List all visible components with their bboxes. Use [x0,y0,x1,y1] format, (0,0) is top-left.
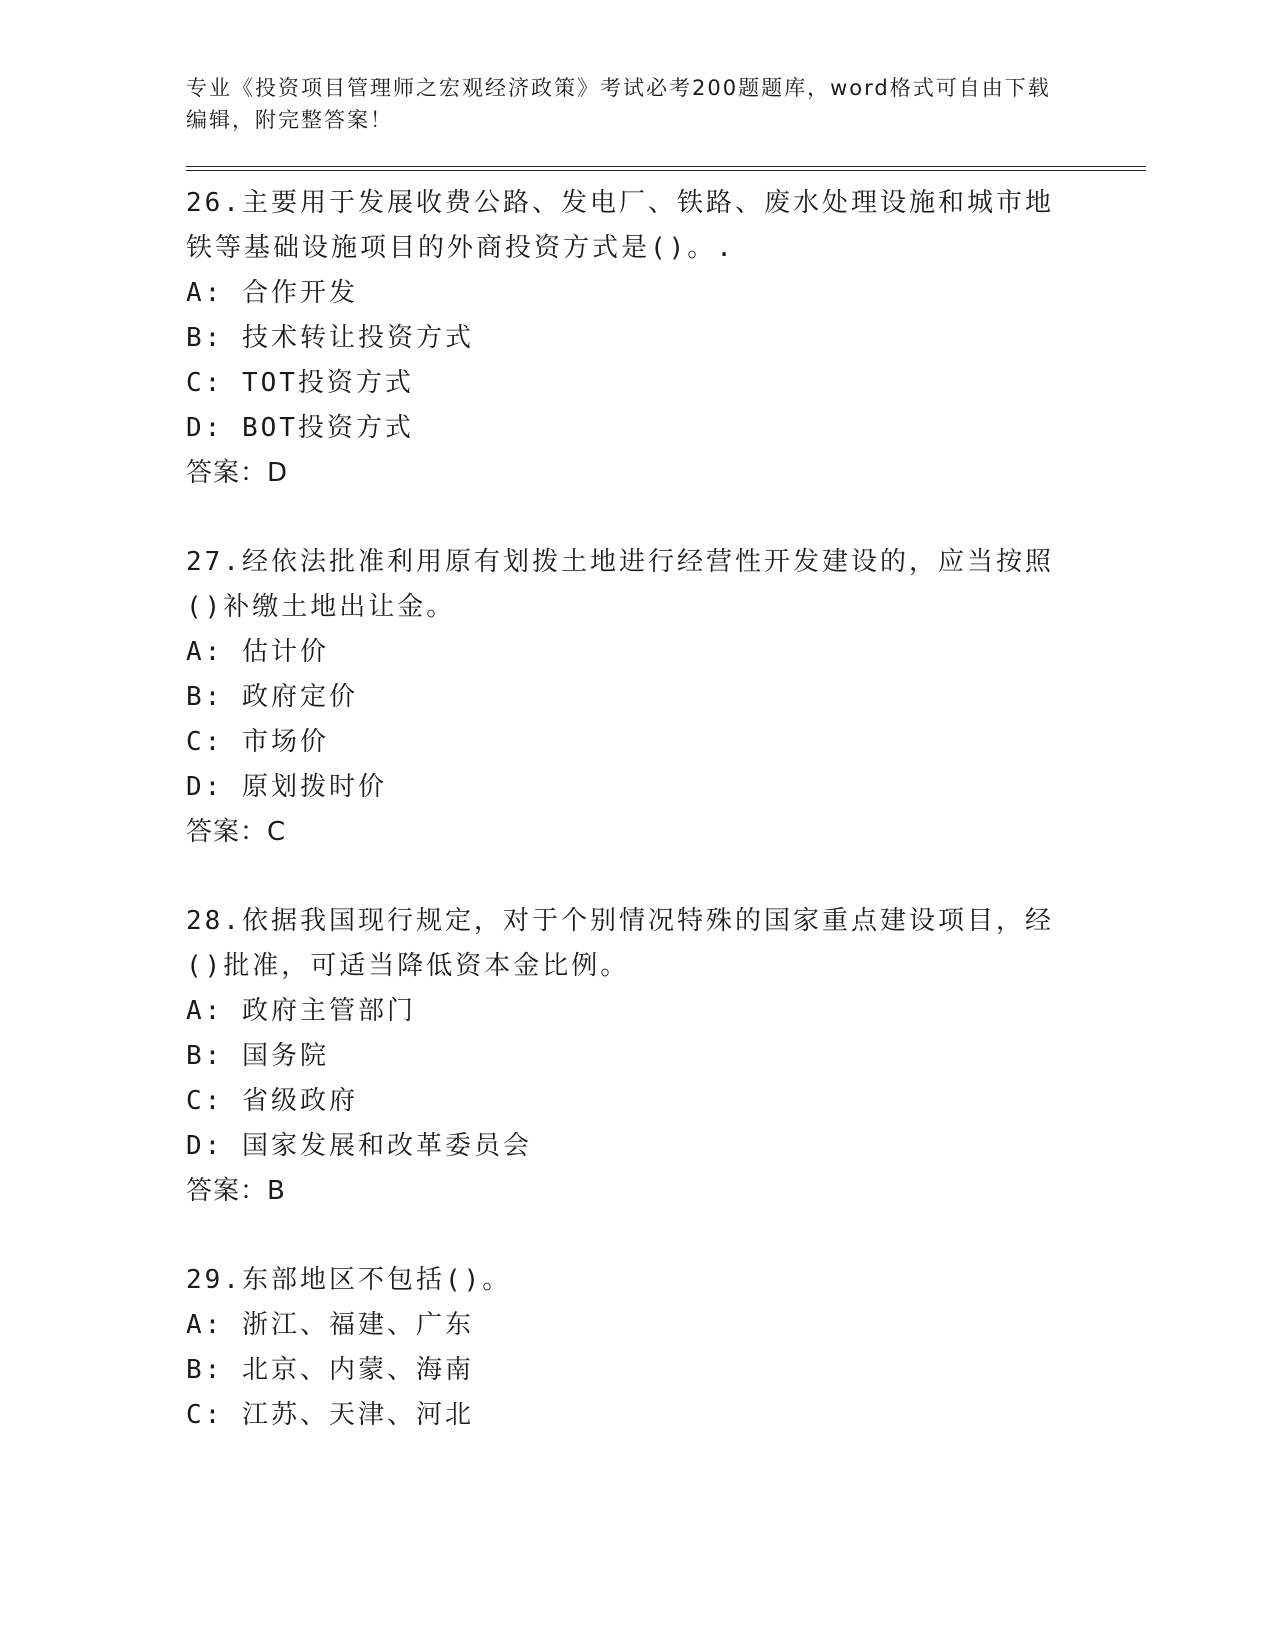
question-stem: 27.经依法批准利用原有划拨土地进行经营性开发建设的，应当按照()补缴土地出让金。 [186,547,1054,622]
option-c: C: 省级政府 [186,1086,358,1116]
option-a: A: 合作开发 [186,278,358,308]
answer: 答案：D [186,458,289,488]
question-stem: 26.主要用于发展收费公路、发电厂、铁路、废水处理设施和城市地铁等基础设施项目的外商投资方式是()。. [186,188,1054,263]
option-b: B: 技术转让投资方式 [186,323,474,353]
question-stem: 28.依据我国现行规定，对于个别情况特殊的国家重点建设项目，经()批准，可适当降低资本金比例。 [186,906,1054,981]
option-d: D: 国家发展和改革委员会 [186,1131,532,1161]
option-b: B: 政府定价 [186,682,358,712]
option-c: C: 市场价 [186,727,329,757]
option-d: D: BOT投资方式 [186,413,414,443]
document-page [186,72,1146,1438]
option-b: B: 国务院 [186,1041,329,1071]
option-d: D: 原划拨时价 [186,772,387,802]
option-c: C: TOT投资方式 [186,368,414,398]
question-27 [186,540,1146,855]
option-a: A: 政府主管部门 [186,996,416,1026]
document-header-intro: 专业《投资项目管理师之宏观经济政策》考试必考200题题库，word格式可自由下载编辑，附完整答案！ [186,76,1051,132]
option-c: C: 江苏、天津、河北 [186,1400,474,1430]
option-b: B: 北京、内蒙、海南 [186,1355,474,1385]
header-divider [186,166,1146,171]
answer: 答案：C [186,817,287,847]
answer: 答案：B [186,1176,286,1206]
question-26 [186,181,1146,496]
question-28 [186,899,1146,1214]
question-stem: 29.东部地区不包括()。 [186,1265,512,1295]
option-a: A: 浙江、福建、广东 [186,1310,474,1340]
question-29 [186,1258,1146,1438]
option-a: A: 估计价 [186,637,329,667]
